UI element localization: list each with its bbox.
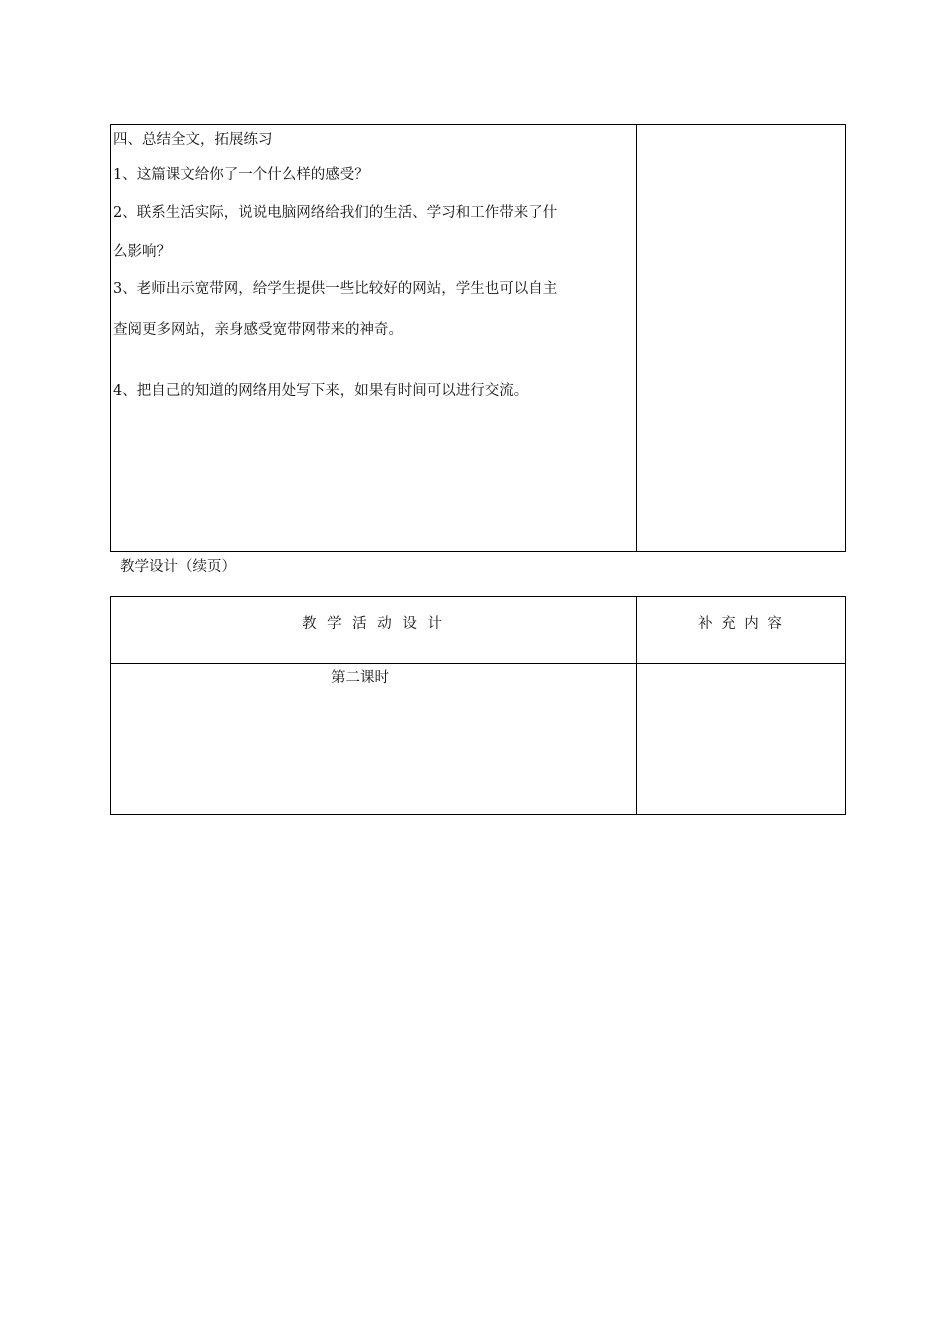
exercise-item-3-line-2: 查阅更多网站，亲身感受宽带网带来的神奇。	[113, 322, 403, 338]
session-title: 第二课时	[331, 670, 389, 686]
header-supplementary-content: 补 充 内 容	[698, 616, 784, 632]
header-divider	[111, 663, 845, 664]
exercise-item-3-line-1: 3、老师出示宽带网，给学生提供一些比较好的网站，学生也可以自主	[113, 281, 558, 297]
lesson-table-continued	[110, 124, 846, 552]
column-divider	[636, 125, 637, 551]
section-heading: 四、总结全文，拓展练习	[113, 132, 273, 148]
exercise-item-2-line-1: 2、联系生活实际，说说电脑网络给我们的生活、学习和工作带来了什	[113, 205, 558, 221]
exercise-item-1: 1、这篇课文给你了一个什么样的感受？	[113, 167, 369, 183]
exercise-item-2-line-2: 么影响？	[113, 244, 171, 260]
exercise-item-4: 4、把自己的知道的网络用处写下来，如果有时间可以进行交流。	[113, 383, 529, 399]
teaching-design-table	[110, 596, 846, 815]
page-caption: 教学设计（续页）	[120, 559, 236, 575]
header-activity-design: 教 学 活 动 设 计	[301, 616, 446, 632]
